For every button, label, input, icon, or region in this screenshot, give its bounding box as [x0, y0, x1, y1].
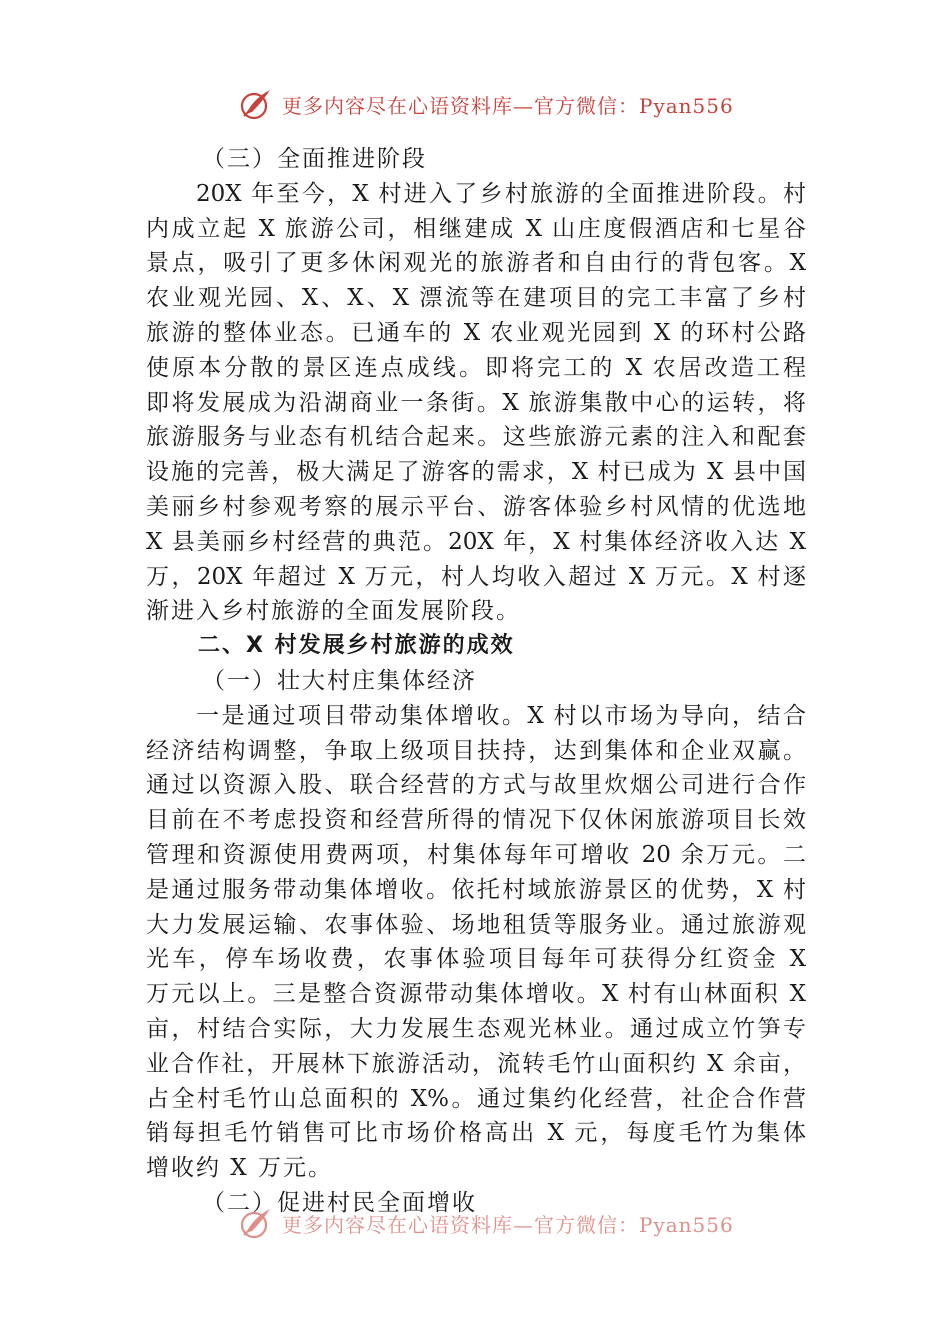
subsection-2-title: （二）促进村民全面增收	[202, 1189, 477, 1216]
paragraph-line: 旅游服务与业态有机结合起来。这些旅游元素的注入和配套	[146, 424, 806, 451]
watermark-banner-bottom	[236, 1203, 756, 1243]
paragraph-line: 大力发展运输、农事体验、场地租赁等服务业。通过旅游观	[146, 911, 806, 938]
quill-logo-icon	[236, 84, 276, 124]
paragraph-line: 是通过服务带动集体增收。依托村域旅游景区的优势，X 村	[146, 876, 806, 903]
section-heading-2: 二、X 村发展乡村旅游的成效	[198, 633, 515, 659]
paragraph-line: 增收约 X 万元。	[146, 1155, 333, 1182]
paragraph-line: 景点，吸引了更多休闲观光的旅游者和自由行的背包客。X	[146, 250, 806, 277]
paragraph-line: 万元以上。三是整合资源带动集体增收。X 村有山林面积 X	[146, 981, 806, 1008]
paragraph-line: 万，20X 年超过 X 万元，村人均收入超过 X 万元。X 村逐	[146, 563, 806, 590]
watermark-banner-top	[236, 84, 756, 124]
paragraph-line: 通过以资源入股、联合经营的方式与故里炊烟公司进行合作	[146, 772, 806, 799]
paragraph-line: 渐进入乡村旅游的全面发展阶段。	[146, 598, 521, 625]
paragraph-line: 旅游的整体业态。已通车的 X 农业观光园到 X 的环村公路	[146, 319, 806, 346]
paragraph-line: X 县美丽乡村经营的典范。20X 年，X 村集体经济收入达 X	[146, 528, 806, 555]
subsection-1-title: （一）壮大村庄集体经济	[202, 667, 477, 694]
paragraph-line: 目前在不考虑投资和经营所得的情况下仅休闲旅游项目长效	[146, 807, 806, 834]
paragraph-line: 光车，停车场收费，农事体验项目每年可获得分红资金 X	[146, 946, 806, 973]
watermark-text: 更多内容尽在心语资料库—官方微信：Pyan556	[282, 1212, 734, 1237]
paragraph-line: 业合作社，开展林下旅游活动，流转毛竹山面积约 X 余亩，	[146, 1050, 806, 1077]
paragraph-line: 管理和资源使用费两项，村集体每年可增收 20 余万元。二	[146, 841, 806, 868]
paragraph-line: 销每担毛竹销售可比市场价格高出 X 元，每度毛竹为集体	[146, 1120, 806, 1147]
paragraph-line: 一是通过项目带动集体增收。X 村以市场为导向，结合	[196, 702, 806, 729]
section-3-title: （三）全面推进阶段	[202, 146, 427, 172]
paragraph-line: 经济结构调整，争取上级项目扶持，达到集体和企业双赢。	[146, 737, 806, 764]
quill-logo-icon	[236, 1203, 276, 1243]
paragraph-line: 即将发展成为沿湖商业一条街。X 旅游集散中心的运转，将	[146, 389, 806, 416]
paragraph-line: 20X 年至今，X 村进入了乡村旅游的全面推进阶段。村	[196, 180, 806, 207]
paragraph-line: 使原本分散的景区连点成线。即将完工的 X 农居改造工程	[146, 354, 806, 381]
body-text	[146, 142, 806, 1221]
paragraph-line: 美丽乡村参观考察的展示平台、游客体验乡村风情的优选地	[146, 493, 806, 520]
paragraph-line: 内成立起 X 旅游公司，相继建成 X 山庄度假酒店和七星谷	[146, 215, 806, 242]
paragraph-line: 占全村毛竹山总面积的 X%。通过集约化经营，社企合作营	[146, 1085, 806, 1112]
paragraph-line: 亩，村结合实际，大力发展生态观光林业。通过成立竹笋专	[146, 1015, 806, 1042]
paragraph-line: 设施的完善，极大满足了游客的需求，X 村已成为 X 县中国	[146, 459, 806, 486]
watermark-text: 更多内容尽在心语资料库—官方微信：Pyan556	[282, 93, 734, 118]
paragraph-line: 农业观光园、X、X、X 漂流等在建项目的完工丰富了乡村	[146, 285, 806, 312]
